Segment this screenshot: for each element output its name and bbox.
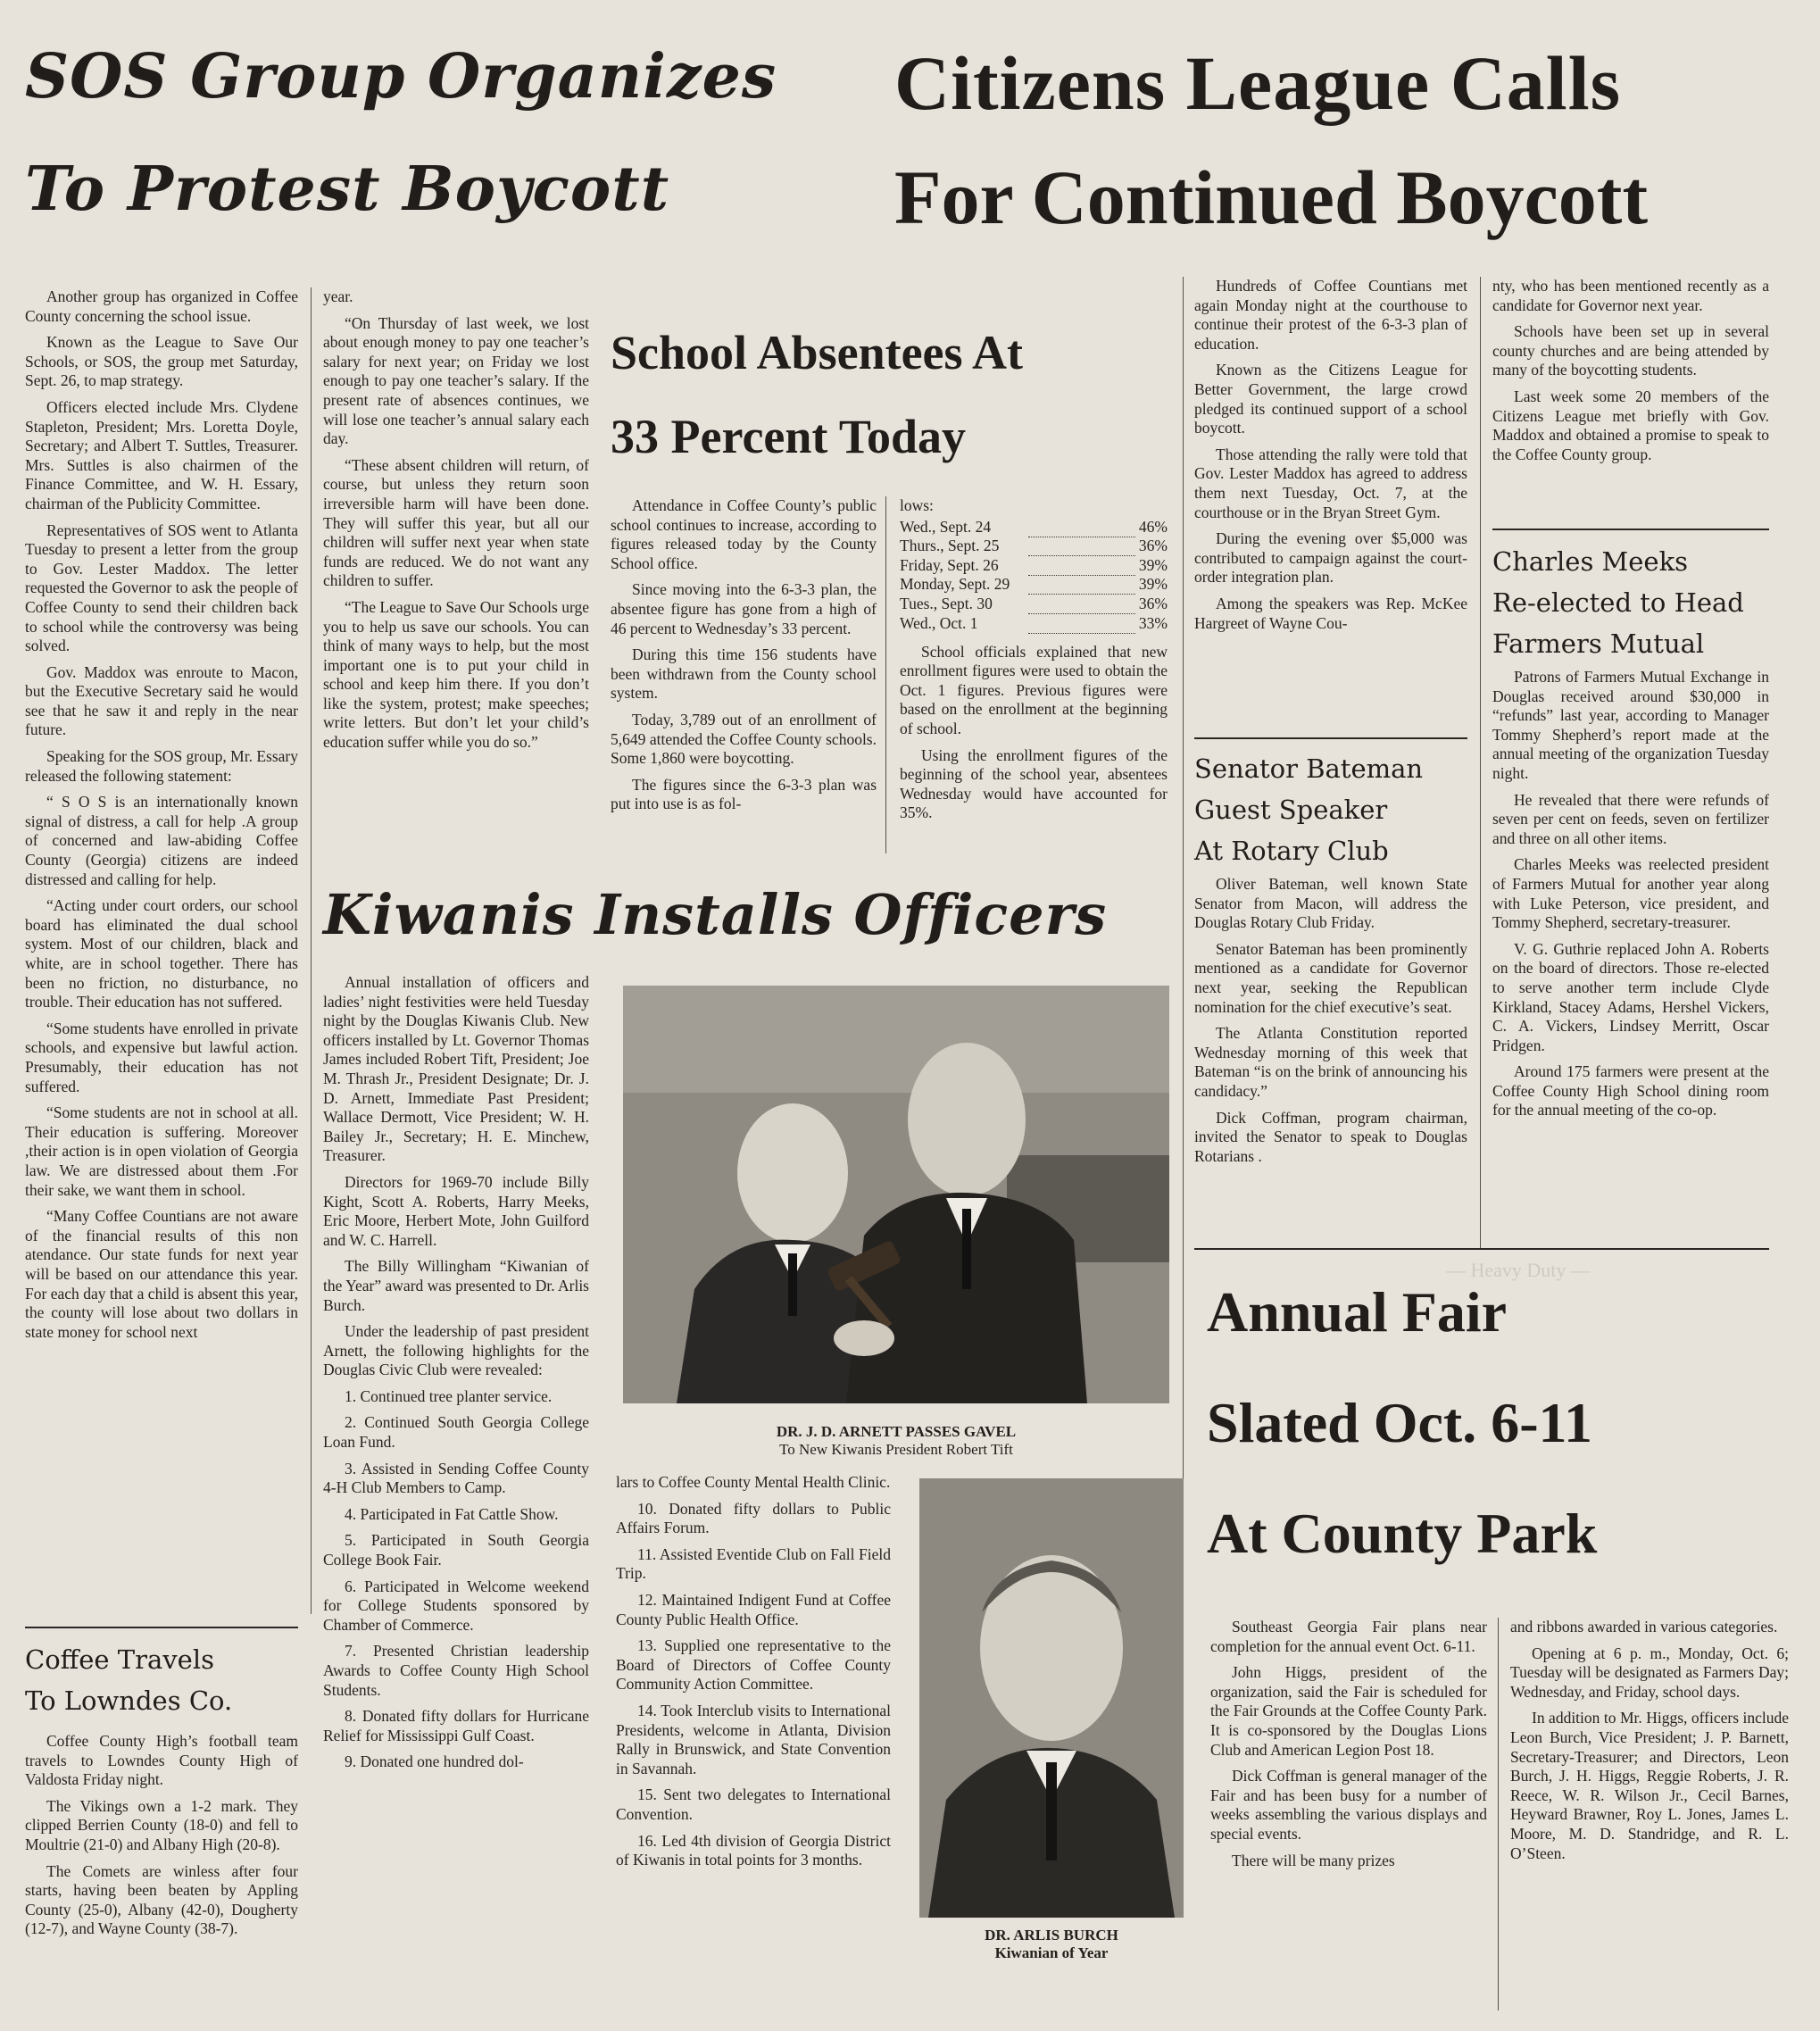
burch-portrait-photo (919, 1478, 1184, 1918)
paragraph: Known as the League to Save Our Schools, or SOS, the group met Saturday, Sept. 26, to map strategy. (25, 333, 298, 390)
meeks-subhead-1: Charles Meeks (1492, 546, 1689, 577)
table-cell-percent: 36% (1138, 537, 1168, 555)
paragraph: “ S O S is an internationally known signal of distress, a call for help .A group of concerned and law-abiding Coffee County (Georgia) citizens are indeed distressed and calling for help. (25, 793, 298, 888)
paragraph: nty, who has been mentioned recently as a candidate for Governor next year. (1492, 277, 1769, 314)
column-divider (1498, 1618, 1499, 2010)
paragraph: There will be many prizes (1232, 1851, 1395, 1869)
paragraph: 14. Took Interclub visits to International Presidents, welcome in Atlanta, Division Rally in Brunswick, and State Convention in Savannah. (616, 1701, 891, 1777)
table-cell-day: Monday, Sept. 29 (900, 575, 1010, 594)
paragraph: The Vikings own a 1-2 mark. They clipped Berrien County (18-0) and fell to Moultrie (21-0) and Albany High (20-8). (25, 1796, 298, 1853)
paragraph: Around 175 farmers were present at the Coffee County High School dining room for the annual meeting of the co-op. (1492, 1062, 1769, 1120)
paragraph: The Atlanta Constitution reported Wednesday morning of this week that Bateman “is on the brink of announcing his candidacy.” (1194, 1024, 1467, 1100)
coffee-travels-article (25, 1732, 298, 2027)
paragraph: 8. Donated fifty dollars for Hurricane Relief for Mississippi Gulf Coast. (323, 1707, 589, 1744)
paragraph: Since moving into the 6-3-3 plan, the absentee figure has gone from a high of 46 percent to Wednesday’s 33 percent. (611, 580, 877, 637)
paragraph: Dick Coffman is general manager of the Fair and has been busy for a number of weeks assembling the various displays and special events. (1210, 1767, 1487, 1843)
paragraph: “Some students are not in school at all. Their education is suffering. Moreover ,their action is in open violation of Georgia law. We are distressed about them .For their sake, we want them in school. (25, 1103, 298, 1199)
table-cell-percent: 46% (1138, 517, 1168, 536)
paragraph: The figures since the 6-3-3 plan was put into use is as fol- (611, 775, 877, 813)
paragraph: “On Thursday of last week, we lost about enough money to pay one teacher’s salary for next year; on Friday we lost enough to pay one teacher’s salary. If the present rate of absences continues, we will lose one teacher’s annual salary each day. (323, 313, 589, 448)
gavel-photo-caption-2: To New Kiwanis President Robert Tift (779, 1441, 1013, 1458)
meeks-subhead-3: Farmers Mutual (1492, 628, 1705, 659)
paragraph: Today, 3,789 out of an enrollment of 5,649 attended the Coffee County schools. Some 1,860 were boycotting. (611, 710, 877, 768)
paragraph: “Acting under court orders, our school board has eliminated the dual school system. Most of our children, black and white, are in school together. There has been no friction, no disturbance, no trouble. Their education has not suffered. (25, 896, 298, 1011)
paragraph: 5. Participated in South Georgia College Book Fair. (323, 1531, 589, 1569)
table-cell-day: Tues., Sept. 30 (900, 594, 993, 612)
absentees-headline-line2: 33 Percent Today (611, 410, 967, 463)
bateman-subhead-2: Guest Speaker (1194, 795, 1388, 825)
table-cell-day: Wed., Oct. 1 (900, 613, 978, 632)
gavel-photo-illustration (623, 986, 1169, 1403)
paragraph: Charles Meeks was reelected president of Farmers Mutual for another year along with Luke Peterson, vice president, and Tommy Shepherd, secretary-treasurer. (1492, 855, 1769, 932)
paragraph: During this time 156 students have been withdrawn from the County school system. (611, 645, 877, 703)
gavel-photo-caption-1: DR. J. D. ARNETT PASSES GAVEL (776, 1423, 1017, 1440)
paragraph: 2. Continued South Georgia College Loan Fund. (323, 1413, 589, 1452)
gavel-photo (623, 986, 1169, 1403)
section-rule (25, 1627, 298, 1628)
paragraph: and ribbons awarded in various categories. (1510, 1618, 1778, 1636)
paragraph: 15. Sent two delegates to International Convention. (616, 1785, 891, 1823)
sos-article-column-2 (323, 287, 589, 877)
table-cell-percent: 39% (1138, 575, 1168, 594)
burch-portrait-illustration (919, 1478, 1184, 1918)
table-row (900, 614, 1168, 634)
citizens-headline-line2: For Continued Boycott (894, 154, 1649, 240)
paragraph: year. (323, 287, 353, 305)
table-row (900, 518, 1168, 537)
paragraph: Directors for 1969-70 include Billy Kight, Scott A. Roberts, Harry Meeks, Eric Moore, Herbert Mote, John Guilford and W. C. Harrell. (323, 1172, 589, 1249)
paragraph: Officers elected include Mrs. Clydene Stapleton, President; Mrs. Loretta Doyle, Secretary; and Albert T. Suttles, Treasurer. Mrs. Suttles is also chairmen of the Finance Committee, and W. H. Essary, chairman of the Publicity Committee. (25, 397, 298, 512)
citizens-column-2 (1492, 277, 1769, 527)
paragraph: During the evening over $5,000 was contributed to campaign against the court-order integration plan. (1194, 529, 1467, 587)
paragraph: 3. Assisted in Sending Coffee County 4-H Club Members to Camp. (323, 1459, 589, 1497)
paragraph: “The League to Save Our Schools urge you to help us save our schools. You can think of many ways to help, but the most important one is to put your child in school and keep him there. If you don’t like the system, protest; make speeches; write letters. But don’t let your child’s education suffer while you do so.” (323, 597, 589, 752)
column-divider (1480, 277, 1481, 1250)
absentee-table (900, 518, 1168, 634)
paragraph: Dick Coffman, program chairman, invited the Senator to speak to Douglas Rotarians . (1194, 1108, 1467, 1165)
paragraph: Last week some 20 members of the Citizens League met briefly with Gov. Maddox and obtained a promise to speak to the Coffee County group. (1492, 387, 1769, 463)
paragraph: Using the enrollment figures of the beginning of the school year, absentees Wednesday would have accounted for 35%. (900, 745, 1168, 822)
section-rule (1194, 1248, 1769, 1250)
table-cell-day: Friday, Sept. 26 (900, 555, 999, 574)
coffee-travels-subhead-1: Coffee Travels (25, 1644, 214, 1675)
paragraph: Oliver Bateman, well known State Senator from Macon, will address the Douglas Rotary Club Friday. (1194, 875, 1467, 932)
paragraph: Patrons of Farmers Mutual Exchange in Douglas received around $30,000 in “refunds” last year, according to Manager Tommy Shepherd’s report made at the annual meeting of the organization Tuesday night. (1492, 668, 1769, 782)
paragraph: The Comets are winless after four starts, having been beaten by Appling County (25-0), Albany (42-0), Dougherty (12-7), and Wayne County (38-7). (25, 1861, 298, 1938)
paragraph: “These absent children will return, of course, but unless they return soon irreversible harm will have been done. They will suffer this year, but all our children will suffer next year when state funds are reduced. We do not want any children to suffer. (323, 455, 589, 590)
section-rule (1194, 737, 1467, 739)
table-cell-percent: 36% (1138, 594, 1168, 612)
paragraph: In addition to Mr. Higgs, officers include Leon Burch, Vice President; J. P. Barnett, Secretary-Treasurer; and Directors, Leon Burch, J. H. Higgs, Reggie Roberts, J. R. Reece, W. R. Wilson Jr., Cecil Barnes, Heyward Brawner, Roy L. Jones, James L. Moore, M. D. Standridge, and R. L. O’Steen. (1510, 1709, 1789, 1862)
paragraph: lars to Coffee County Mental Health Clinic. (616, 1473, 891, 1491)
paragraph: 1. Continued tree planter service. (345, 1386, 553, 1405)
kiwanis-column-1 (323, 973, 589, 2027)
column-divider (311, 287, 312, 1614)
burch-photo-caption-2: Kiwanian of Year (994, 1944, 1109, 1961)
paragraph: Known as the Citizens League for Better Government, the large crowd pledged its continued support of a school boycott. (1194, 361, 1467, 437)
table-cell-day: Thurs., Sept. 25 (900, 537, 1000, 555)
fair-headline-line1: Annual Fair (1207, 1280, 1508, 1344)
table-cell-day: Wed., Sept. 24 (900, 517, 992, 536)
sos-headline-line2: To Protest Boycott (25, 154, 670, 225)
paragraph: Representatives of SOS went to Atlanta Tuesday to present a letter from the group to Gov. Lester Maddox. The letter requested the Governor to ask the people of Coffee County to send their children back to school while the controversy was being solved. (25, 520, 298, 655)
paragraph: Southeast Georgia Fair plans near completion for the annual event Oct. 6-11. (1210, 1618, 1487, 1655)
table-cell-percent: 39% (1138, 555, 1168, 574)
paragraph: V. G. Guthrie replaced John A. Roberts on the board of directors. Those re-elected to serve another term include Clyde Kirkland, Stacey Adams, Hershel Vickers, C. A. Vickers, Lindsey Merritt, Oscar Pridgen. (1492, 939, 1769, 1054)
paragraph: Schools have been set up in several county churches and are being attended by many of the boycotting students. (1492, 322, 1769, 379)
absentees-column-2 (900, 496, 1168, 853)
paragraph: Those attending the rally were told that Gov. Lester Maddox has agreed to address them next Tuesday, Oct. 7, at the courthouse or in the Bryan Street Gym. (1194, 445, 1467, 521)
section-rule (1492, 529, 1769, 530)
paragraph: 6. Participated in Welcome weekend for College Students sponsored by Chamber of Commerce. (323, 1577, 589, 1634)
paragraph: 4. Participated in Fat Cattle Show. (345, 1504, 559, 1523)
paragraph: 7. Presented Christian leadership Awards to Coffee County High School Students. (323, 1642, 589, 1699)
meeks-subhead-2: Re-elected to Head (1492, 587, 1744, 618)
bateman-subhead-1: Senator Bateman (1194, 753, 1424, 784)
paragraph: 13. Supplied one representative to the Board of Directors of Coffee County Community Action Committee. (616, 1636, 891, 1694)
paragraph: John Higgs, president of the organization, said the Fair is scheduled for the Fair Grounds at the Coffee County Park. It is co-sponsored by the Douglas Lions Club and American Legion Post 18. (1210, 1663, 1487, 1759)
column-divider (885, 496, 886, 853)
meeks-article (1492, 668, 1769, 1239)
absentees-headline-line1: School Absentees At (611, 326, 1024, 379)
fair-column-1 (1210, 1618, 1487, 2010)
table-row (900, 556, 1168, 576)
paragraph: School officials explained that new enrollment figures were used to obtain the Oct. 1 figures. Previous figures were based on the enrollment at the beginning of school. (900, 642, 1168, 738)
paragraph: 9. Donated one hundred dol- (345, 1752, 524, 1771)
paragraph: Senator Bateman has been prominently mentioned as a candidate for Governor next year, seeking the Republican nomination for the chief executive’s seat. (1194, 939, 1467, 1016)
paragraph: Another group has organized in Coffee County concerning the school issue. (25, 287, 298, 325)
sos-headline-line1: SOS Group Organizes (25, 41, 777, 112)
table-row (900, 595, 1168, 614)
column-divider (1183, 277, 1184, 1491)
bateman-article (1194, 875, 1467, 1223)
paragraph: Gov. Maddox was enroute to Macon, but the Executive Secretary said he would see that he saw it and reply in the near future. (25, 662, 298, 739)
paragraph: 10. Donated fifty dollars to Public Affairs Forum. (616, 1499, 891, 1537)
fair-column-2 (1510, 1618, 1789, 2010)
paragraph: Coffee County High’s football team travels to Lowndes County High of Valdosta Friday night. (25, 1732, 298, 1789)
paragraph: The Billy Willingham “Kiwanian of the Year” award was presented to Dr. Arlis Burch. (323, 1257, 589, 1314)
paragraph: 16. Led 4th division of Georgia District of Kiwanis in total points for 3 months. (616, 1831, 891, 1869)
paragraph: “Many Coffee Countians are not aware of the financial results of this non atendance. Our state funds for next year will be based on our attendance this year. For each day that a child is absent this year, the county will lose about two dollars in state money for school next (25, 1207, 298, 1341)
citizens-headline-line1: Citizens League Calls (894, 40, 1622, 126)
paragraph: lows: (900, 496, 934, 514)
burch-photo-caption-1: DR. ARLIS BURCH (985, 1927, 1118, 1944)
paragraph: 12. Maintained Indigent Fund at Coffee County Public Health Office. (616, 1590, 891, 1628)
table-row (900, 537, 1168, 556)
fair-headline-line3: At County Park (1207, 1502, 1598, 1565)
faded-background-text: — Heavy Duty — (1446, 1259, 1591, 1281)
kiwanis-headline: Kiwanis Installs Officers (323, 882, 1108, 947)
absentees-column-1 (611, 496, 877, 853)
fair-headline-line2: Slated Oct. 6-11 (1207, 1391, 1592, 1454)
paragraph: Opening at 6 p. m., Monday, Oct. 6; Tuesday will be designated as Farmers Day; Wednesday, and Friday, school days. (1510, 1644, 1789, 1701)
citizens-column-1 (1194, 277, 1467, 734)
paragraph: Speaking for the SOS group, Mr. Essary released the following statement: (25, 747, 298, 785)
table-cell-percent: 33% (1138, 613, 1168, 632)
table-row (900, 575, 1168, 595)
paragraph: He revealed that there were refunds of seven per cent on feeds, seven on fertilizer and three on all other items. (1492, 790, 1769, 847)
sos-article-column-1 (25, 287, 298, 1627)
paragraph: Annual installation of officers and ladies’ night festivities were held Tuesday night by the Douglas Kiwanis Club. New officers installed by Lt. Governor Thomas James included Robert Tift, President; Joe M. Thrash Jr., President Designate; Dr. J. D. Arnett, Immediate Past President; Wallace Dermott, Vice President; W. H. Bailey Jr., Secretary; H. E. Minchew, Treasurer. (323, 973, 589, 1165)
bateman-subhead-3: At Rotary Club (1194, 836, 1389, 866)
paragraph: Hundreds of Coffee Countians met again Monday night at the courthouse to continue their protest of the 6-3-3 plan of education. (1194, 277, 1467, 353)
coffee-travels-subhead-2: To Lowndes Co. (25, 1686, 233, 1716)
paragraph: “Some students have enrolled in private schools, and expensive but lawful action. Presumably, their education has not suffered. (25, 1019, 298, 1095)
paragraph: Among the speakers was Rep. McKee Hargreet of Wayne Cou- (1194, 594, 1467, 632)
paragraph: Attendance in Coffee County’s public school continues to increase, according to figures released today by the County School office. (611, 496, 877, 572)
paragraph: Under the leadership of past president Arnett, the following highlights for the Douglas Civic Club were revealed: (323, 1322, 589, 1379)
paragraph: 11. Assisted Eventide Club on Fall Field Trip. (616, 1544, 891, 1583)
kiwanis-column-2 (616, 1473, 891, 2027)
